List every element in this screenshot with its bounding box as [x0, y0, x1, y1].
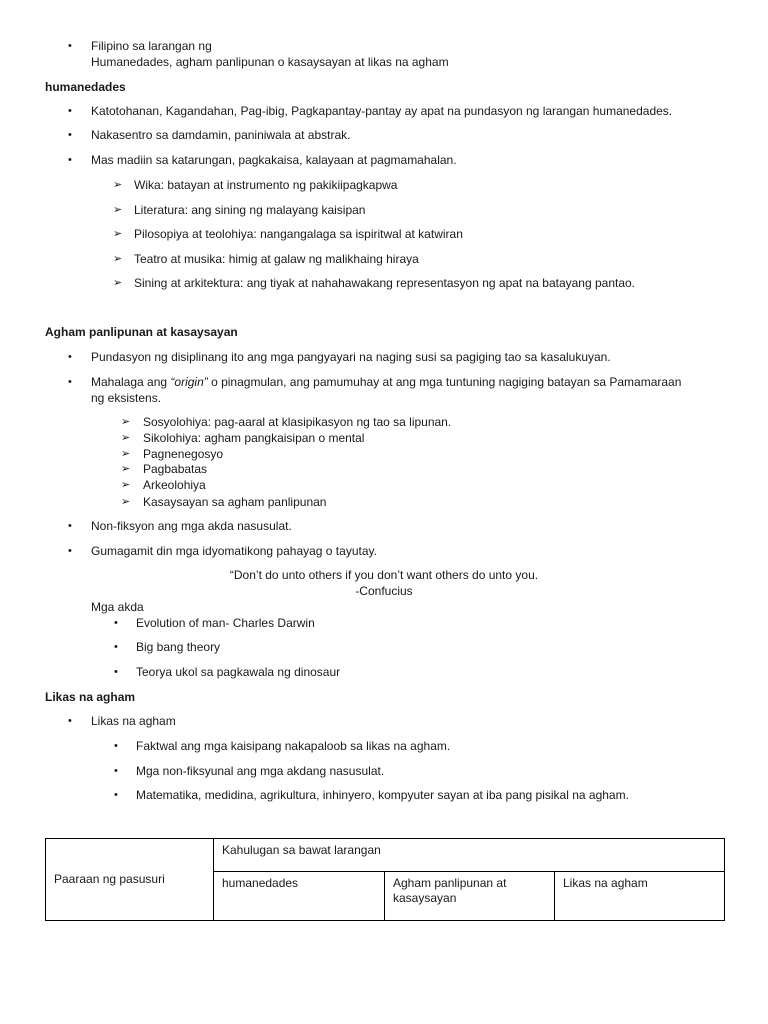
bullet-icon: • [114, 666, 118, 678]
table-column-header: Likas na agham [555, 872, 725, 921]
arrow-bullet-icon: ➢ [113, 228, 123, 240]
arrow-bullet-icon: ➢ [113, 204, 123, 216]
section-heading-humanedades: humanedades [45, 80, 126, 94]
humanedades-subitem: Wika: batayan at instrumento ng pakikiipagkapwa [134, 178, 398, 192]
table-top-header: Kahulugan sa bawat larangan [214, 839, 725, 872]
humanedades-subitem: Teatro at musika: himig at galaw ng malikhaing hiraya [134, 252, 419, 266]
quote-text: “Don’t do unto others if you don’t want others do unto you. [229, 568, 539, 582]
humanedades-subitem: Literatura: ang sining ng malayang kaisipan [134, 203, 366, 217]
bullet-icon: • [114, 789, 118, 801]
origin-term: “origin” [170, 375, 208, 389]
bullet-icon: • [68, 520, 72, 532]
bullet-icon: • [68, 154, 72, 166]
humanedades-subitem: Pilosopiya at teolohiya: nangangalaga sa ispiritwal at katwiran [134, 227, 463, 241]
agham-bullet: Gumagamit din mga idyomatikong pahayag o tayutay. [91, 544, 377, 558]
agham-subitem: Arkeolohiya [143, 478, 206, 492]
bullet-icon: • [68, 545, 72, 557]
comparison-table [45, 838, 725, 921]
agham-subitem: Pagbabatas [143, 462, 208, 476]
arrow-bullet-icon: ➢ [121, 479, 131, 491]
table-row-header: Paaraan ng pasusuri [46, 839, 214, 921]
agham-subitem: Kasaysayan sa agham panlipunan [143, 495, 327, 509]
arrow-bullet-icon: ➢ [113, 179, 123, 191]
table-column-header: Agham panlipunan at kasaysayan [385, 872, 555, 921]
agham-bullet-continuation: ng eksistens. [91, 391, 162, 405]
quote-author: -Confucius [355, 584, 413, 598]
bullet-icon: • [114, 617, 118, 629]
likas-bullet: Likas na agham [91, 714, 176, 728]
likas-subitem: Matematika, medidina, agrikultura, inhinyero, kompyuter sayan at iba pang pisikal na agham. [136, 788, 629, 802]
intro-line-2: Humanedades, agham panlipunan o kasaysayan at likas na agham [91, 55, 449, 69]
arrow-bullet-icon: ➢ [121, 463, 131, 475]
bullet-icon: • [68, 105, 72, 117]
mga-akda-label: Mga akda [91, 600, 144, 614]
bullet-icon: • [114, 641, 118, 653]
likas-subitem: Faktwal ang mga kaisipang nakapaloob sa likas na agham. [136, 739, 451, 753]
bullet-icon: • [114, 765, 118, 777]
bullet-icon: • [68, 351, 72, 363]
humanedades-subitem: Sining at arkitektura: ang tiyak at nahahawakang representasyon ng apat na batayang pantao. [134, 276, 636, 290]
agham-bullet: Mahalaga ang “origin” o pinagmulan, ang pamumuhay at ang mga tuntuning nagiging batayan sa Pamamaraan [91, 375, 682, 389]
table-column-header: humanedades [214, 872, 385, 921]
agham-subitem: Pagnenegosyo [143, 447, 224, 461]
bullet-icon: • [68, 715, 72, 727]
arrow-bullet-icon: ➢ [121, 496, 131, 508]
intro-line-1: Filipino sa larangan ng [91, 39, 212, 53]
arrow-bullet-icon: ➢ [121, 432, 131, 444]
arrow-bullet-icon: ➢ [113, 253, 123, 265]
agham-subitem: Sosyolohiya: pag-aaral at klasipikasyon ng tao sa lipunan. [143, 415, 452, 429]
bullet-icon: • [68, 40, 72, 52]
akda-item: Big bang theory [136, 640, 221, 654]
arrow-bullet-icon: ➢ [113, 277, 123, 289]
akda-item: Teorya ukol sa pagkawala ng dinosaur [136, 665, 341, 679]
agham-bullet: Pundasyon ng disiplinang ito ang mga pangyayari na naging susi sa pagiging tao sa kasalukuyan. [91, 350, 611, 364]
likas-subitem: Mga non-fiksyunal ang mga akdang nasusulat. [136, 764, 385, 778]
bullet-icon: • [68, 376, 72, 388]
akda-item: Evolution of man- Charles Darwin [136, 616, 315, 630]
section-heading-agham-panlipunan: Agham panlipunan at kasaysayan [45, 325, 238, 339]
bullet-icon: • [114, 740, 118, 752]
section-heading-likas-na-agham: Likas na agham [45, 690, 136, 704]
arrow-bullet-icon: ➢ [121, 416, 131, 428]
humanedades-bullet: Katotohanan, Kagandahan, Pag-ibig, Pagkapantay-pantay ay apat na pundasyon ng larangan humanedades. [91, 104, 673, 118]
humanedades-bullet: Nakasentro sa damdamin, paniniwala at abstrak. [91, 128, 351, 142]
agham-bullet: Non-fiksyon ang mga akda nasusulat. [91, 519, 292, 533]
humanedades-bullet: Mas madiin sa katarungan, pagkakaisa, kalayaan at pagmamahalan. [91, 153, 457, 167]
agham-subitem: Sikolohiya: agham pangkaisipan o mental [143, 431, 365, 445]
arrow-bullet-icon: ➢ [121, 448, 131, 460]
bullet-icon: • [68, 129, 72, 141]
